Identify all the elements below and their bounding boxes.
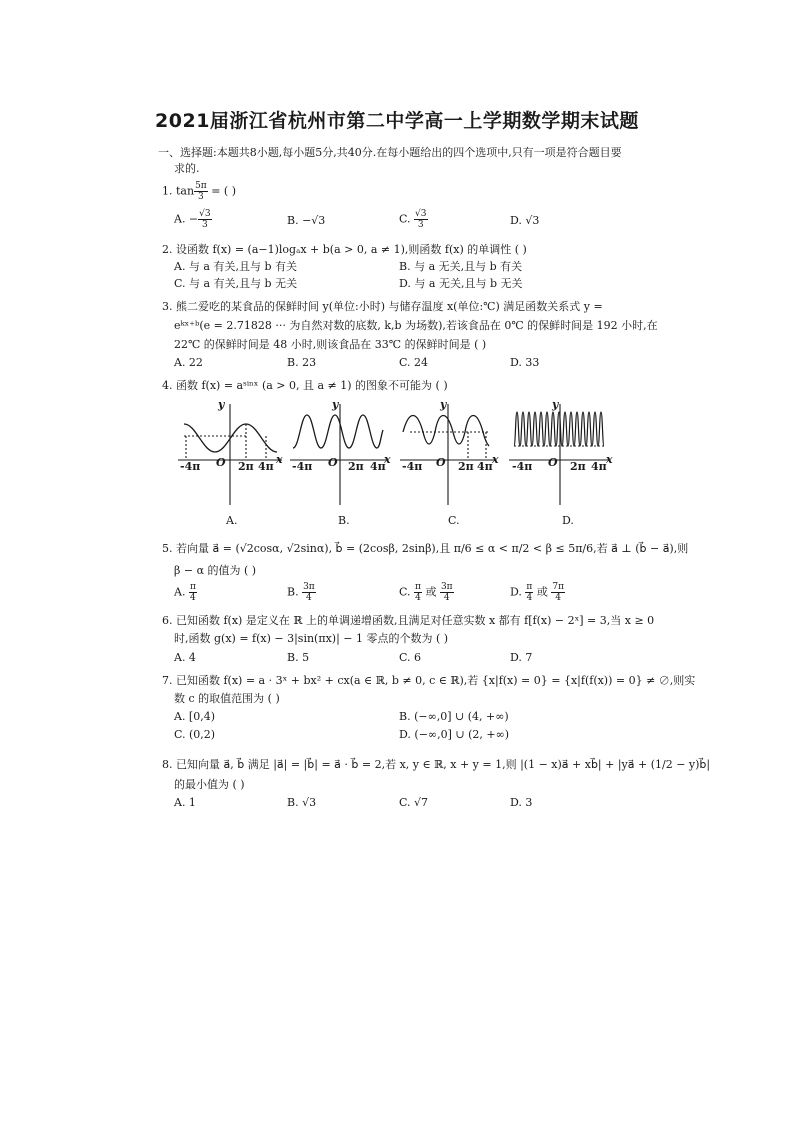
q5-b-den: 4 [306,593,312,603]
graph-a-tick-4pi: 4π [258,460,274,473]
graph-c-origin: O [436,456,446,469]
graph-d-tick-2pi: 2π [570,460,586,473]
question-7-option-d: D. (−∞,0] ∪ (2, +∞) [399,728,510,741]
q5-a-den: 4 [190,593,196,603]
q5-d-fraction2 [551,582,565,603]
question-4-stem: 4. 函数 f(x) = aˢⁱⁿˣ (a > 0, 且 a ≠ 1) 的图象不可能为 ( ) [162,379,448,392]
q1-c-num: √3 [415,209,427,219]
q1-stem-pre: 1. tan [162,184,195,198]
section-instruction-line1: 一、选择题:本题共8小题,每小题5分,共40分.在每小题给出的四个选项中,只有一项是符合题目要 [158,146,622,159]
question-2-option-a: A. 与 a 有关,且与 b 有关 [174,260,298,273]
q5-d-den1: 4 [526,593,533,603]
graph-d-tick-neg: -4π [512,460,533,473]
graph-a-x-label: x [276,453,283,466]
question-2-option-d: D. 与 a 无关,且与 b 无关 [399,277,523,290]
question-8-line2: 的最小值为 ( ) [174,778,245,791]
graph-c-tick-neg: -4π [402,460,423,473]
graph-d-origin: O [548,456,558,469]
q5-d-num1: π [526,582,533,592]
graph-d-tick-4pi: 4π [591,460,607,473]
graph-a-origin: O [216,456,226,469]
question-3-line1: 3. 熊二爱吃的某食品的保鲜时间 y(单位:小时) 与储存温度 x(单位:℃) 满足函数关系式 y = [162,300,603,313]
section-instruction-line2: 求的. [174,162,200,175]
graph-c [400,404,495,505]
q5-c-pre: C. [399,585,415,599]
question-5-option-c [399,582,454,603]
graph-a [178,404,282,505]
question-8-option-a: A. 1 [174,796,196,809]
q5-c-den1: 4 [415,593,421,603]
graph-b-tick-2pi: 2π [348,460,364,473]
graph-a-y-label: y [218,398,225,411]
question-3-option-b: B. 23 [287,356,317,369]
question-8-option-c: C. √7 [399,796,429,809]
q1-frac-den: 3 [198,192,204,202]
q5-c-fraction1 [414,582,422,603]
q5-b-fraction [302,582,316,603]
graph-d-label: D. [562,514,574,527]
question-2-option-b: B. 与 a 无关,且与 b 有关 [399,260,523,273]
graph-d-y-label: y [552,398,559,411]
graph-b-tick-neg: -4π [292,460,313,473]
q1-stem-post: = ( ) [211,184,237,198]
graph-b-y-label: y [332,398,339,411]
question-2-option-c: C. 与 a 有关,且与 b 无关 [174,277,298,290]
q5-a-fraction [189,582,197,603]
graph-b-tick-4pi: 4π [370,460,386,473]
graph-c-y-label: y [440,398,447,411]
question-6-option-c: C. 6 [399,651,422,664]
question-8-option-b: B. √3 [287,796,317,809]
question-7-option-a: A. [0,4) [174,710,216,723]
q5-d-mid: 或 [533,585,552,599]
question-6-line1: 6. 已知函数 f(x) 是定义在 ℝ 上的单调递增函数,且满足对任意实数 x 都有 f[f(x) − 2ˣ] = 3,当 x ≥ 0 [162,614,655,627]
graph-b-x-label: x [384,453,391,466]
q1-c-den: 3 [417,220,424,230]
page-title: 2021届浙江省杭州市第二中学高一上学期数学期末试题 [155,110,639,132]
question-2-stem: 2. 设函数 f(x) = (a−1)logₐx + b(a > 0, a ≠ 1),则函数 f(x) 的单调性 ( ) [162,243,527,256]
graph-c-curve [403,416,489,447]
question-6-option-b: B. 5 [287,651,310,664]
graph-a-tick-2pi: 2π [238,460,254,473]
q5-d-pre: D. [510,585,526,599]
question-8-line1: 8. 已知向量 a⃗, b⃗ 满足 |a⃗| = |b⃗| = a⃗ · b⃗ = 2,若 x, y ∈ ℝ, x + y = 1,则 |(1 − x)a⃗ + xb⃗| + |ya⃗ + (1/2 − y)b⃗| [162,758,711,771]
question-5-option-d [510,582,565,603]
question-6-line2: 时,函数 g(x) = f(x) − 3|sin(πx)| − 1 零点的个数为 ( ) [174,632,449,645]
question-3-option-a: A. 22 [174,356,203,369]
q5-b-pre: B. [287,585,303,599]
graph-c-x-label: x [492,453,499,466]
question-5-option-a [174,582,197,603]
graph-d [509,404,610,505]
q5-d-num2: 7π [552,582,564,592]
question-3-option-c: C. 24 [399,356,429,369]
q5-c-mid: 或 [421,585,440,599]
graph-b [290,404,386,505]
question-5-line1: 5. 若向量 a⃗ = (√2cosα, √2sinα), b⃗ = (2cosβ, 2sinβ),且 π/6 ≤ α < π/2 < β ≤ 5π/6,若 a⃗ ⊥ (b⃗ − a⃗),则 [162,542,689,555]
q1-frac-num: 5π [195,181,207,191]
graph-c-tick-4pi: 4π [477,460,493,473]
graph-c-label: C. [448,514,460,527]
graph-b-curve [293,415,383,448]
graph-a-tick-neg: -4π [180,460,201,473]
question-5-line2: β − α 的值为 ( ) [174,564,257,577]
graph-a-label: A. [226,514,238,527]
question-5-option-b [287,582,316,603]
graph-c-tick-2pi: 2π [458,460,474,473]
q5-d-den2: 4 [555,593,562,603]
question-7-line1: 7. 已知函数 f(x) = a · 3ˣ + bx² + cx(a ∈ ℝ, b ≠ 0, c ∈ ℝ),若 {x|f(x) = 0} = {x|f(f(x)) = 0} ≠ ∅,则实 [162,674,696,687]
q5-c-fraction2 [440,582,454,603]
question-8-option-d: D. 3 [510,796,533,809]
graph-b-label: B. [338,514,350,527]
q5-c-num1: π [415,582,421,592]
graph-d-x-label: x [606,453,613,466]
q5-c-num2: 3π [440,582,453,592]
question-7-option-b: B. (−∞,0] ∪ (4, +∞) [399,710,509,723]
question-1-option-b: B. −√3 [287,214,326,227]
question-7-line2: 数 c 的取值范围为 ( ) [174,692,280,705]
question-7-option-c: C. (0,2) [174,728,216,741]
question-6-option-d: D. 7 [510,651,533,664]
question-3-option-d: D. 33 [510,356,540,369]
q1-a-den: 3 [202,220,208,230]
q1-a-pre: A. − [174,212,199,226]
question-6-option-a: A. 4 [174,651,196,664]
q5-c-den2: 4 [443,593,450,603]
q5-a-num: π [189,582,196,592]
question-3-line2: eᵏˣ⁺ᵇ(e = 2.71828 ··· 为自然对数的底数, k,b 为场数),若该食品在 0℃ 的保鲜时间是 192 小时,在 [174,319,658,332]
q5-b-num: 3π [303,582,315,592]
q5-a-pre: A. [174,585,189,599]
q1-c-pre: C. [399,212,415,226]
q1-a-num: √3 [199,209,211,219]
question-3-line3: 22℃ 的保鲜时间是 48 小时,则该食品在 33℃ 的保鲜时间是 ( ) [174,338,487,351]
question-1-option-d: D. √3 [510,214,540,227]
graph-b-origin: O [328,456,338,469]
graph-d-curve [514,412,604,446]
